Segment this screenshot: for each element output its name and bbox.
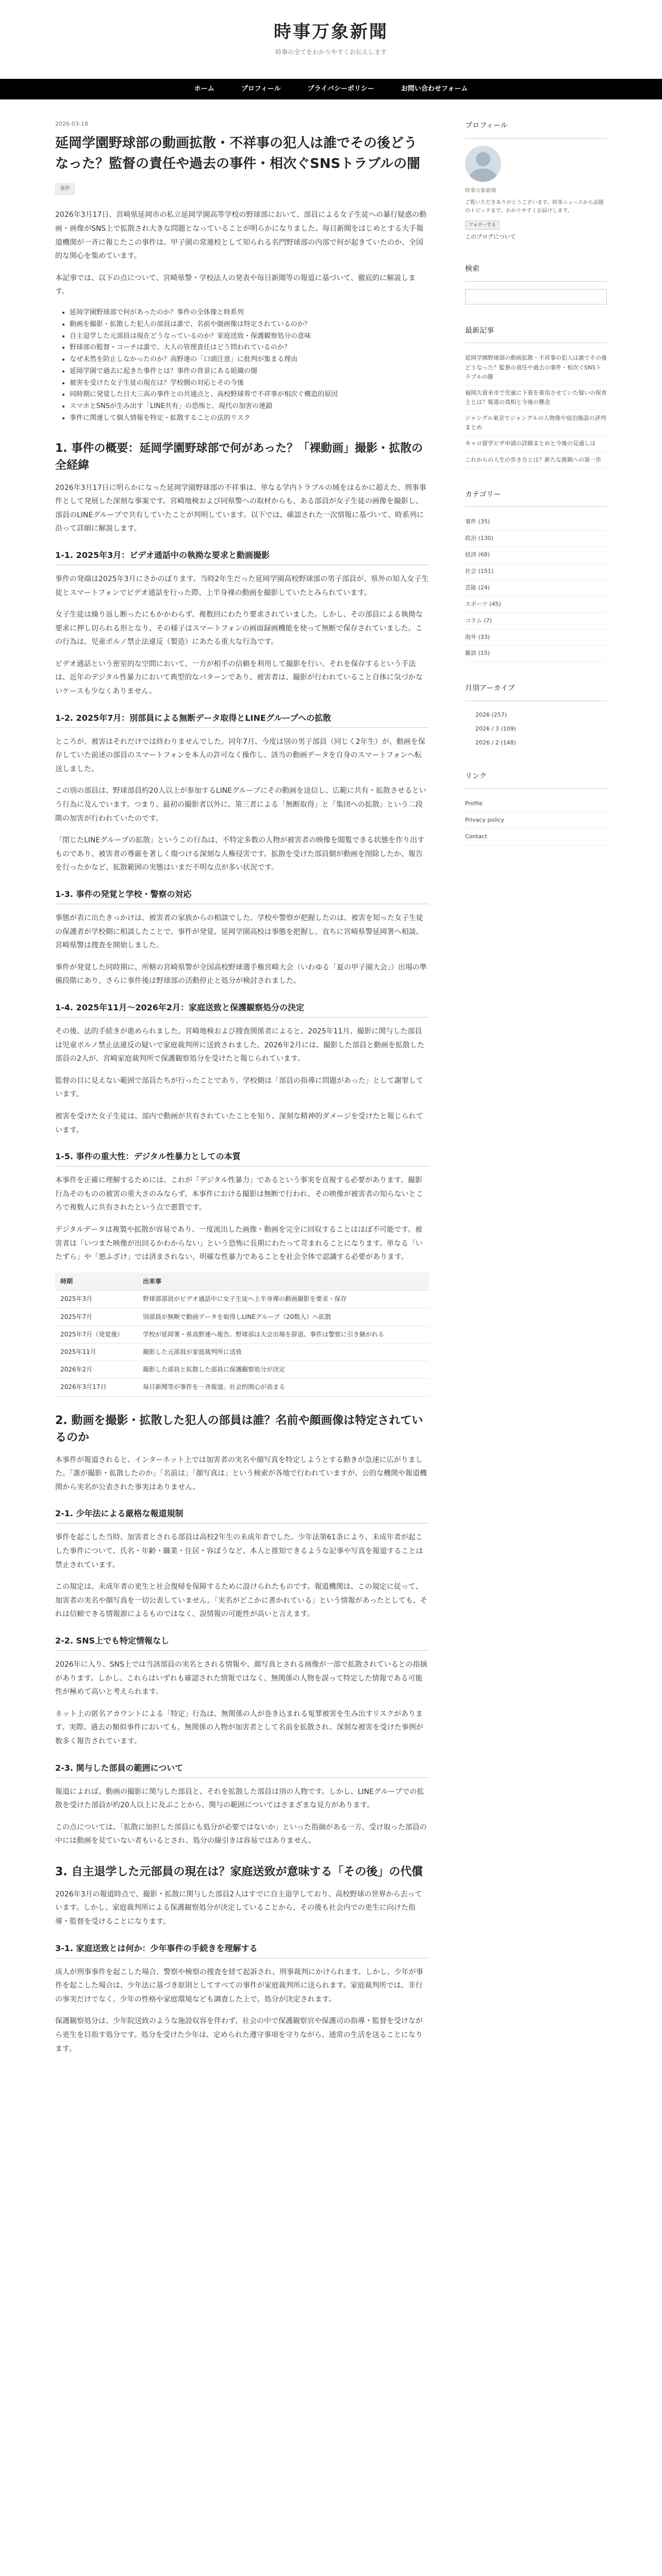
paragraph: 成人が刑事事件を起こした場合、警察や検察の捜査を経て起訴され、刑事裁判にかけられます。しかし、少年が事件を起こした場合は、少年法に基づき原則としてすべての事件が家庭裁判所に送られます。家庭裁判所では、非行の事実だけでなく、少年の性格や家庭環境なども調査した上で、処分が決定されます。: [55, 1968, 423, 2004]
article: [55, 119, 429, 2064]
sidebar-link[interactable]: Contact: [465, 829, 607, 845]
subsection-heading: 2-1. 少年法による厳格な報道規制: [55, 1507, 429, 1523]
table-cell: 学校が延岡署・県高野連へ報告。野球部は大会出場を辞退、事件は警察に引き継がれる: [138, 1326, 429, 1343]
subsection-heading: 2-2. SNS上でも特定情報なし: [55, 1635, 429, 1651]
table-row: [55, 1361, 429, 1379]
section-heading: 1. 事件の概要：延岡学園野球部で何があった？「裸動画」撮影・拡散の全経緯: [55, 442, 423, 472]
nav-privacy[interactable]: プライバシーポリシー: [307, 84, 374, 93]
site-description: 時事の全てをわかりやすくお伝えします: [275, 48, 387, 56]
toc-item: • なぜ未然を防止しなかったのか？高野連の「口頭注意」に批判が集まる理由: [70, 354, 429, 366]
intro-paragraph: 本記事では、以下の点について、宮崎県警・学校法人の発表や毎日新聞等の報道に基づいて、徹底的に解説します。: [55, 274, 416, 296]
recent-post-link[interactable]: キャロ留学ビザ申請の詳細まとめと今後の見通しは: [465, 436, 607, 452]
widget-title: 最新記事: [465, 326, 494, 335]
toc-item: • 事件に関連して個人情報を特定・拡散することの法的リスク: [70, 413, 429, 425]
paragraph: 被害を受けた女子生徒は、部内で動画が共有されていたことを知り、深刻な精神的ダメージを受けたと報じられています。: [55, 1112, 423, 1134]
paragraph: この別の部員は、野球部員約20人以上が参加するLINEグループにその動画を送信し、広範に共有・拡散させるという行為に及んでいます。つまり、最初の撮影者以外に、第三者による「無断取得」と「集団への拡散」という二段階の加害が行われていたのです。: [55, 787, 426, 823]
category-link[interactable]: コラム (7): [465, 613, 607, 630]
intro-paragraph: 2026年3月17日、宮崎県延岡市の私立延岡学園高等学校の野球部において、部員による女子生徒への暴行疑惑の動画・画像がSNS上で拡散され大きな問題となっていることが明らかになりました。毎日新聞をはじめとする大手報道機関が一斉に報じたこの事件は、甲子園の常連校として知られる名門野球部の内部で何が起きていたのか、全国的な関心を集めています。: [55, 211, 427, 261]
toc-item: • スマホとSNSが生み出す「LINE共有」の恐怖と、現代の加害の連鎖: [70, 401, 429, 413]
sidebar-link[interactable]: Privacy policy: [465, 812, 607, 829]
table-cell: 2026年2月: [55, 1361, 138, 1379]
paragraph: この点については、「拡散に加担した部員にも処分が必要ではないか」といった指摘がある一方、受け取った部員の中には動画を見ていない者もいるとされ、処分の線引きは容易ではありません。: [55, 1823, 427, 1845]
archive-link[interactable]: 2026 / 2 (148): [475, 739, 516, 746]
paragraph: 本事件が報道されると、インターネット上では加害者の実名や顔写真を特定しようとする動きが急速に広がりました。「誰が撮影・拡散したのか」「名前は」「顔写真は」という検索が各地で行われていますが、公的な機関や報道機関から実名が公表された事実はありません。: [55, 1455, 427, 1492]
category-link[interactable]: 芸能 (24): [465, 580, 607, 597]
toc-item: • 自主退学した元部員は現在どうなっているのか？家庭送致・保護観察処分の意味: [70, 331, 429, 343]
recent-post-link[interactable]: これからの人生の歩き方とは？新たな挑戦への第一歩: [465, 452, 607, 468]
category-link[interactable]: 政治 (130): [465, 531, 607, 547]
recent-posts-widget: [465, 324, 607, 468]
post-date: 2026-03-18: [55, 120, 88, 127]
paragraph: ビデオ通話という密室的な空間において、一方が相手の信頼を利用して撮影を行い、それを保存するという手法は、近年のデジタル性暴力において典型的なパターンであり、被害者は、撮影が行われていること自体に気づかないケースも少なくありません。: [55, 659, 423, 696]
paragraph: この規定は、未成年者の更生と社会復帰を保障するために設けられたものです。報道機関は、この規定に従って、加害者の実名や顔写真を一切公表していません。「実名がどこかに書かれている」という情報があったとしても、それは信頼できる情報源によるものではなく、誤情報の可能性が高いと言えます。: [55, 1583, 427, 1619]
timeline-table: [55, 1273, 429, 1397]
category-link[interactable]: 経済 (68): [465, 547, 607, 564]
paragraph: 「閉じたLINEグループの拡散」というこの行為は、不特定多数の人物が被害者の映像を閲覧できる状態を作り出すものであり、被害者の尊厳を著しく傷つける深刻な人権侵害です。拡散を受けた部員側が動画を削除したか、報告を行ったかなど、拡散範囲の実態はいまだ不明な点が多い状況です。: [55, 836, 425, 872]
paragraph: 事件の発端は2025年3月にさかのぼります。当時2年生だった延岡学園高校野球部の男子部員が、県外の知人女子生徒とスマートフォンでビデオ通話を行った際、上半身裸の動画を撮影していたとみられています。: [55, 574, 429, 597]
paragraph: ところが、被害はそれだけでは終わりませんでした。同年7月、今度は別の男子部員（同じく2年生）が、動画を保存していた前述の部員のスマートフォンを本人の許可なく操作し、該当の動画データを自身のスマートフォンへ転送しました。: [55, 737, 425, 773]
paragraph: 2026年3月17日に明らかになった延岡学園野球部の不祥事は、単なる学内トラブルの域をはるかに超えた、刑事事件として発展した深刻な事案です。宮崎地検および同県警への取材からも、ある部員が女子生徒の画像を撮影し、部員のLINEグループで共有していたことが判明しています。以下では、確認された一次情報に基づいて、時系列に沿って詳細に解説します。: [55, 483, 426, 533]
table-cell: 2025年11月: [55, 1344, 138, 1361]
toc-item: • 動画を撮影・拡散した犯人の部員は誰で、名前や顔画像は特定されているのか？: [70, 319, 429, 331]
table-row: [55, 1344, 429, 1361]
avatar: [465, 146, 501, 182]
subsection-heading: 1-3. 事件の発覚と学校・警察の対応: [55, 888, 429, 904]
widget-title: 月別アーカイブ: [465, 684, 515, 693]
sidebar-link[interactable]: Profile: [465, 796, 607, 812]
site-header: [0, 0, 662, 79]
avatar-body-shape: [469, 168, 497, 182]
toc-item: • 延岡学園野球部で何があったのか？事件の全体像と時系列: [70, 307, 429, 319]
search-widget: [465, 262, 607, 304]
section-heading: 3. 自主退学した元部員の現在は？家庭送致が意味する「その後」の代償: [55, 1865, 423, 1878]
paragraph: 2026年3月の報道時点で、撮影・拡散に関与した部員2人はすでに自主退学しており、高校野球の世界から去っています。しかし、家庭裁判所による保護観察処分が決定していることから、その後も社会内での更生に向けた指導・監督を受けることになります。: [55, 1890, 422, 1926]
paragraph: 本事件を正確に理解するためには、これが「デジタル性暴力」であるという事実を直視する必要があります。撮影行為そのものの被害の重大さのみならず、本事件における撮影は無断で行われ、その映像が被害者の知らないところで複数人に共有されたという点で悪質です。: [55, 1176, 423, 1212]
links-widget: [465, 770, 607, 845]
sidebar: [465, 119, 607, 865]
table-row: [55, 1308, 429, 1326]
widget-title: 検索: [465, 265, 479, 274]
profile-widget: [465, 119, 607, 243]
search-input[interactable]: [465, 289, 607, 304]
main-nav: [0, 79, 662, 99]
recent-post-link[interactable]: 福岡久留米市で児童に下着を着用させていた疑いの保育士とは？報道の真相と今後の懸念: [465, 385, 607, 411]
recent-post-link[interactable]: 延岡学園野球部の動画拡散・不祥事の犯人は誰でその後どうなった？監督の責任や過去の事件・相次ぐSNSトラブルの闇: [465, 350, 607, 385]
widget-divider: [465, 281, 607, 282]
table-cell: 2025年3月: [55, 1291, 138, 1308]
site-title[interactable]: 時事万象新聞: [274, 22, 388, 42]
paragraph: その後、法的手続きが進められました。宮崎地検および捜査関係者によると、2025年11月、撮影に関与した部員は児童ポルノ禁止法違反の疑いで家庭裁判所に送致されました。2026年2月には、撮影した部員と動画を拡散した部員の2人が、宮崎家庭裁判所で保護観察処分を受けたと報じられています。: [55, 1027, 424, 1063]
category-link[interactable]: 雑談 (15): [465, 646, 607, 662]
archives-widget: [465, 682, 607, 750]
paragraph: 報道によれば、動画の撮影に関与した部員と、それを拡散した部員は別の人物です。しかし、LINEグループでの拡散を受けた部員が約20人以上に及ぶことから、関与の範囲についてはさまざまな見方があります。: [55, 1787, 424, 1810]
paragraph: 保護観察処分は、少年院送致のような施設収容を伴わず、社会の中で保護観察官や保護司の指導・監督を受けながら更生を目指す処分です。処分を受けた少年は、定められた遵守事項を守りながら、通常の生活を送ることになります。: [55, 2017, 423, 2053]
category-link[interactable]: 事件 (35): [465, 514, 607, 531]
toc-item: • 同時期に発覚した日大三高の事件との共通点と、高校野球界で不祥事が相次ぐ構造的原因: [70, 389, 429, 401]
table-row: [55, 1379, 429, 1396]
toc-item: • 延岡学園で過去に起きた事件とは？事件の背景にある組織の闇: [70, 366, 429, 378]
nav-profile[interactable]: プロフィール: [241, 84, 281, 93]
paragraph: 女子生徒は繰り返し断ったにもかかわらず、複数回にわたり要求されていました。しかし、その部員による執拗な要求に押し切られる形となり、その様子はスマートフォンの画面録画機能を使って無断で保存されていました。この行為は、児童ポルノ禁止法違反（製造）にあたる重大な行為です。: [55, 611, 423, 647]
category-tag[interactable]: 事件: [55, 183, 75, 195]
archive-link[interactable]: 2026 (257): [475, 711, 507, 718]
subsection-heading: 1-1. 2025年3月：ビデオ通話中の執拗な要求と動画撮影: [55, 549, 429, 565]
follow-button[interactable]: フォローする: [465, 221, 500, 230]
archive-link[interactable]: 2026 / 3 (109): [475, 725, 516, 732]
avatar-head-shape: [476, 152, 490, 166]
profile-text: ご覧いただきありがとうございます。時事ニュースから話題のトピックまで、わかりやすくお届けします。: [465, 199, 604, 214]
widget-divider: [465, 506, 607, 507]
paragraph: 2026年に入り、SNS上では当該部員の実名とされる情報や、顔写真とされる画像が一部で拡散されているとの指摘があります。しかし、これらはいずれも確認された情報ではなく、無関係の人物を誤って特定した情報である可能性が極めて高いと考えられます。: [55, 1660, 427, 1697]
table-cell: 2025年7月（発覚後）: [55, 1326, 138, 1343]
table-cell: 2025年7月: [55, 1308, 138, 1326]
widget-title: プロフィール: [465, 121, 508, 130]
profile-link[interactable]: このブログについて: [465, 233, 516, 241]
toc-item: • 被害を受けた女子生徒の現在は？学校側の対応とその今後: [70, 378, 429, 389]
column-header: 出来事: [138, 1273, 429, 1291]
toc-item: • 野球部の監督・コーチは誰で、大人の管理責任はどう問われているのか？: [70, 342, 429, 354]
table-header-row: [55, 1273, 429, 1291]
table-cell: 別部員が無断で動画データを取得しLINEグループ（20数人）へ拡散: [138, 1308, 429, 1326]
paragraph: 監督の目に見えない範囲で部員たちが行ったことであり、学校側は「部員の指導に問題があった」として謝罪しています。: [55, 1076, 423, 1099]
categories-widget: [465, 488, 607, 663]
post-title: 延岡学園野球部の動画拡散・不祥事の犯人は誰でその後どうなった？監督の責任や過去の事件・相次ぐSNSトラブルの闇: [55, 135, 421, 172]
table-cell: 毎日新聞等が事件を一斉報道。社会的関心が高まる: [138, 1379, 429, 1396]
category-link[interactable]: 海外 (33): [465, 630, 607, 646]
paragraph: 事件が発覚した同時期に、所轄の宮崎県警が全国高校野球選手権宮崎大会（いわゆる「夏の甲子園大会」）出場の準備段階にあり、さらに事件後は野球部の活動停止と処分が検討されました。: [55, 963, 427, 986]
category-link[interactable]: スポーツ (45): [465, 597, 607, 613]
table-row: [55, 1291, 429, 1308]
widget-divider: [465, 788, 607, 789]
nav-contact[interactable]: お問い合わせフォーム: [401, 84, 468, 93]
nav-home[interactable]: ホーム: [194, 84, 214, 93]
table-cell: 撮影した元部員が家庭裁判所に送致: [138, 1344, 429, 1361]
widget-title: カテゴリー: [465, 490, 501, 499]
paragraph: デジタルデータは複製や拡散が容易であり、一度流出した画像・動画を完全に回収することはほぼ不可能です。被害者は「いつまた映像が出回るかわからない」という恐怖に長期にわたって苛まれることになります。単なる「いたずら」や「悪ふざけ」では済まされない、明確な性暴力であることを社会全体で認識する必要があります。: [55, 1225, 423, 1262]
table-cell: 野球部部員がビデオ通話中に女子生徒へ上半身裸の動画撮影を要求・保存: [138, 1291, 429, 1308]
paragraph: 事態が表に出たきっかけは、被害者の家族からの相談でした。学校や警察が把握したのは、被害を知った女子生徒の保護者が学校側に相談したことで、事件が発覚。延岡学園高校は事態を把握し、直ちに宮崎県警延岡署へ相談。宮崎県警は捜査を開始しました。: [55, 914, 423, 950]
widget-divider: [465, 138, 607, 139]
section-heading: 2. 動画を撮影・拡散した犯人の部員は誰？名前や顔画像は特定されているのか: [55, 1414, 423, 1444]
paragraph: ネット上の匿名アカウントによる「特定」行為は、無関係の人が巻き込まれる冤罪被害を生み出すリスクがあります。実際、過去の類似事件においても、無関係の人物が加害者として名前を拡散され、深刻な被害を受けた事例が数多く報告されています。: [55, 1709, 423, 1745]
paragraph: 事件を起こした当時、加害者とされる部員は高校2年生の未成年者でした。少年法第61条により、未成年者が起こした事件について、氏名・年齢・職業・住居・容ぼうなど、本人と推知できるような記事や写真を報道することは禁止されています。: [55, 1533, 423, 1569]
table-cell: 撮影した部員と拡散した部員に保護観察処分が決定: [138, 1361, 429, 1379]
category-link[interactable]: 社会 (151): [465, 564, 607, 580]
recent-post-link[interactable]: ジャングル東京でジャングルの人物像や宿泊施設の評判まとめ: [465, 411, 607, 436]
subsection-heading: 1-5. 事件の重大性：デジタル性暴力としての本質: [55, 1150, 429, 1166]
subsection-heading: 1-4. 2025年11月〜2026年2月：家庭送致と保護観察処分の決定: [55, 1002, 429, 1018]
widget-title: リンク: [465, 772, 487, 781]
subsection-heading: 1-2. 2025年7月：別部員による無断データ取得とLINEグループへの拡散: [55, 712, 429, 728]
toc-list: [55, 307, 429, 425]
profile-name: 時事万象新聞: [465, 188, 496, 194]
subsection-heading: 2-3. 関与した部員の範囲について: [55, 1762, 429, 1778]
column-header: 時期: [55, 1273, 138, 1291]
subsection-heading: 3-1. 家庭送致とは何か：少年事件の手続きを理解する: [55, 1942, 429, 1958]
table-cell: 2026年3月17日: [55, 1379, 138, 1396]
table-row: [55, 1326, 429, 1343]
